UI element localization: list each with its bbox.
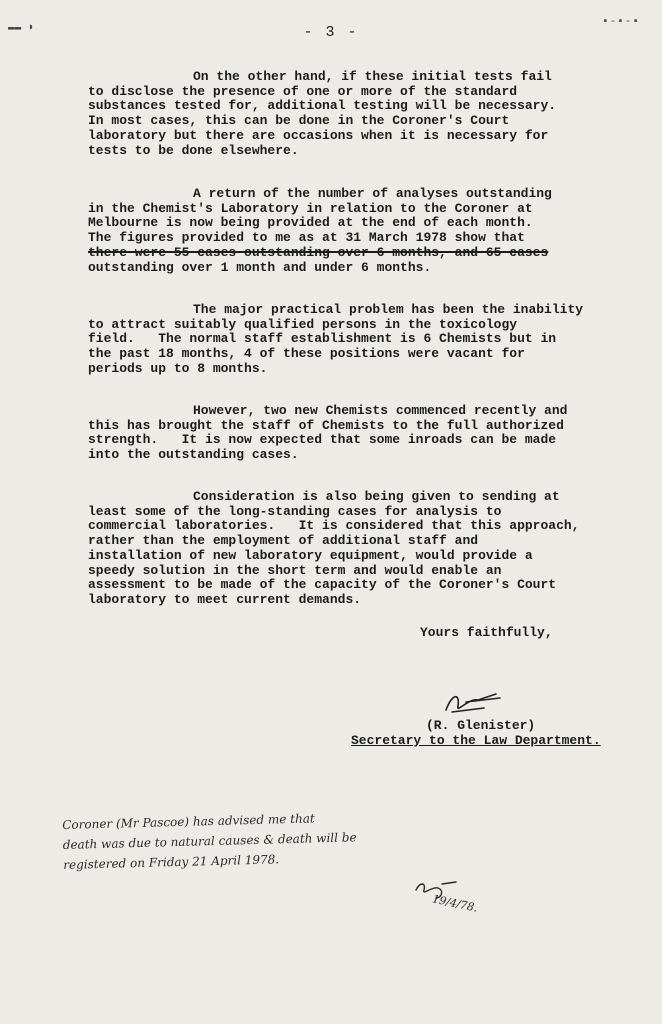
text-line: field. The normal staff establishment is 6 Chemists but in xyxy=(88,331,557,347)
text-line: laboratory but there are occasions when it is necessary for xyxy=(88,127,549,143)
paragraph-1 xyxy=(88,70,628,158)
text-line: rather than the employment of additional staff and xyxy=(88,533,479,549)
paragraph-2 xyxy=(88,187,628,275)
text-line: periods up to 8 months. xyxy=(88,360,268,376)
text-line: in the Chemist's Laboratory in relation to the Coroner at xyxy=(88,200,533,216)
text-line: Consideration is also being given to sending at xyxy=(193,489,560,504)
text-line: commercial laboratories. It is considered that this approach, xyxy=(88,518,580,534)
handwritten-note xyxy=(62,801,583,875)
text-line: Melbourne is now being provided at the end of each month. xyxy=(88,215,533,231)
signatory-name: (R. Glenister) xyxy=(426,718,536,733)
text-line: to attract suitably qualified persons in the toxicology xyxy=(88,316,518,332)
struck-text-line: there were 55 cases outstanding over 6 months, and 65 cases xyxy=(88,244,549,260)
text-line: A return of the number of analyses outstanding xyxy=(193,186,552,201)
text-line: tests to be done elsewhere. xyxy=(88,142,299,158)
text-line: the past 18 months, 4 of these positions were vacant for xyxy=(88,346,525,362)
closing-salutation: Yours faithfully, xyxy=(420,625,553,640)
handwritten-line: Coroner (Mr Pascoe) has advised me that xyxy=(62,811,315,832)
text-line: In most cases, this can be done in the Coroner's Court xyxy=(88,113,510,129)
paragraph-4 xyxy=(88,404,628,463)
text-line: into the outstanding cases. xyxy=(88,447,299,463)
handwritten-date: 19/4/78. xyxy=(431,892,479,915)
text-line: to disclose the presence of one or more of the standard xyxy=(88,83,518,99)
paragraph-5 xyxy=(88,490,628,608)
handwritten-line: registered on Friday 21 April 1978. xyxy=(63,852,280,872)
text-line: The figures provided to me as at 31 March 1978 show that xyxy=(88,230,525,246)
paragraph-3 xyxy=(88,303,628,377)
text-line: laboratory to meet current demands. xyxy=(88,591,362,607)
text-line: speedy solution in the short term and would enable an xyxy=(88,562,502,578)
text-line: least some of the long-standing cases for analysis to xyxy=(88,503,502,519)
text-line: outstanding over 1 month and under 6 months. xyxy=(88,259,432,275)
text-line: strength. It is now expected that some inroads can be made xyxy=(88,432,557,448)
corner-mark-right: ▪-▪-▪ xyxy=(601,16,640,28)
signature-scribble xyxy=(438,684,508,718)
text-line: assessment to be made of the capacity of the Coroner's Court xyxy=(88,577,557,593)
text-line: this has brought the staff of Chemists to the full authorized xyxy=(88,417,564,433)
signatory-title: Secretary to the Law Department. xyxy=(351,733,601,748)
text-line: On the other hand, if these initial tests fail xyxy=(193,69,552,84)
text-line: substances tested for, additional testing will be necessary. xyxy=(88,98,557,114)
page-number: - 3 - xyxy=(303,24,359,41)
text-line: installation of new laboratory equipment, would provide a xyxy=(88,547,533,563)
text-line: However, two new Chemists commenced recently and xyxy=(193,403,568,418)
corner-mark: ▬▬ ◗ xyxy=(8,22,35,34)
text-line: The major practical problem has been the inability xyxy=(193,302,584,317)
handwritten-line: death was due to natural causes & death will be xyxy=(62,830,357,852)
